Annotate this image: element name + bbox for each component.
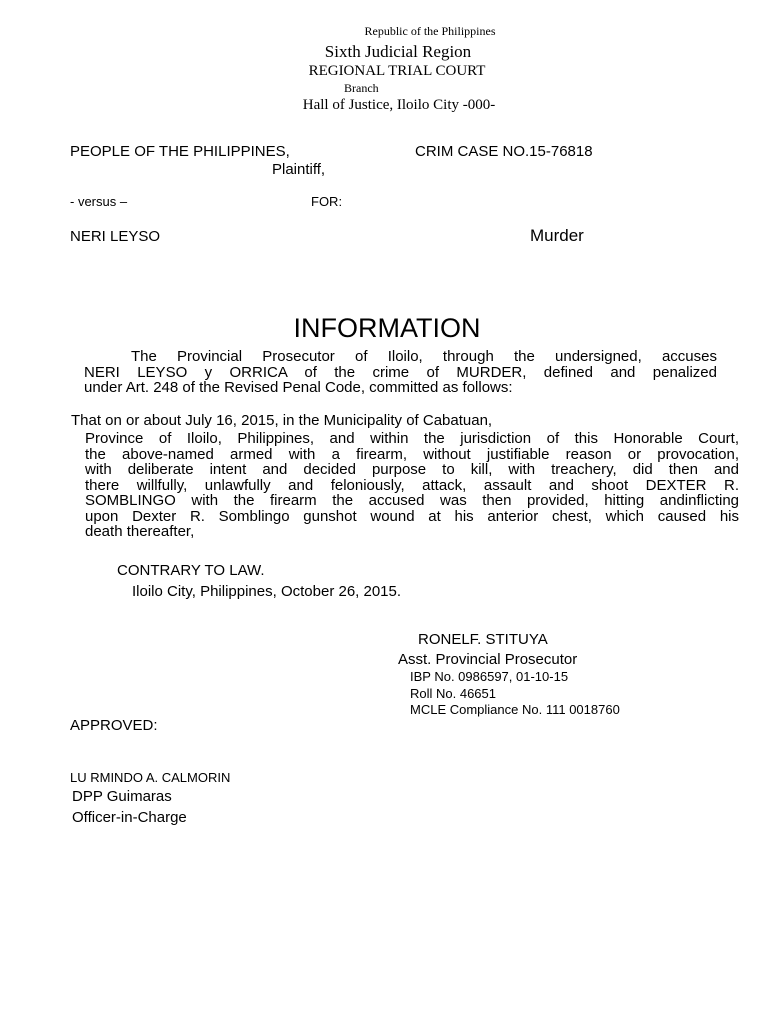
- facts-line: the above-named armed with a firearm, without justifiable reason or provocation,: [85, 445, 739, 463]
- facts-line: upon Dexter R. Somblingo gunshot wound at his anterior chest, which caused his: [85, 507, 739, 525]
- plaintiff-label: Plaintiff,: [272, 161, 326, 178]
- document-title: INFORMATION: [293, 313, 481, 343]
- facts-line: there willfully, unlawfully and feloniously, attack, assault and shoot DEXTER R.: [85, 476, 739, 494]
- versus-label: - versus –: [70, 194, 128, 209]
- prosecutor-roll: Roll No. 46651: [410, 686, 496, 701]
- region-heading: Sixth Judicial Region: [324, 42, 472, 61]
- case-number: CRIM CASE NO.15-76818: [415, 143, 593, 160]
- court-heading: REGIONAL TRIAL COURT: [308, 63, 486, 79]
- intro-line: NERI LEYSO y ORRICA of the crime of MURDER, defined and penalized: [84, 363, 717, 381]
- prosecutor-mcle: MCLE Compliance No. 111 0018760: [410, 702, 620, 717]
- hall-heading: Hall of Justice, Iloilo City -000-: [302, 97, 496, 113]
- facts-first-line: That on or about July 16, 2015, in the Municipality of Cabatuan,: [71, 412, 493, 429]
- approved-label: APPROVED:: [70, 717, 158, 734]
- facts-line: death thereafter,: [85, 523, 195, 540]
- facts-line: SOMBLINGO with the firearm the accused was then provided, hitting andinflicting: [85, 492, 739, 509]
- offense-label: Murder: [530, 226, 584, 245]
- approver-role: Officer-in-Charge: [72, 809, 187, 826]
- intro-line: The Provincial Prosecutor of Iloilo, through the undersigned, accuses: [131, 348, 717, 365]
- approver-office: DPP Guimaras: [72, 788, 172, 805]
- intro-paragraph: [84, 349, 717, 396]
- approver-name: LU RMINDO A. CALMORIN: [70, 770, 231, 785]
- prosecutor-ibp: IBP No. 0986597, 01-10-15: [410, 669, 569, 684]
- plaintiff-name: PEOPLE OF THE PHILIPPINES,: [70, 143, 290, 160]
- prosecutor-title: Asst. Provincial Prosecutor: [398, 651, 578, 668]
- prosecutor-name: RONELF. STITUYA: [418, 631, 548, 648]
- accused-name: NERI LEYSO: [70, 228, 161, 245]
- branch-heading: Branch: [344, 81, 379, 95]
- facts-line: Province of Iloilo, Philippines, and within the jurisdiction of this Honorable Court,: [85, 430, 739, 447]
- republic-heading: Republic of the Philippines: [364, 24, 496, 38]
- facts-line: with deliberate intent and decided purpose to kill, with treachery, did then and: [85, 461, 739, 478]
- contrary-to-law: CONTRARY TO LAW.: [117, 562, 265, 579]
- for-label: FOR:: [311, 194, 343, 209]
- intro-line: under Art. 248 of the Revised Penal Code, committed as follows:: [84, 379, 513, 396]
- facts-paragraph: [85, 431, 739, 540]
- place-date: Iloilo City, Philippines, October 26, 2015.: [132, 583, 402, 600]
